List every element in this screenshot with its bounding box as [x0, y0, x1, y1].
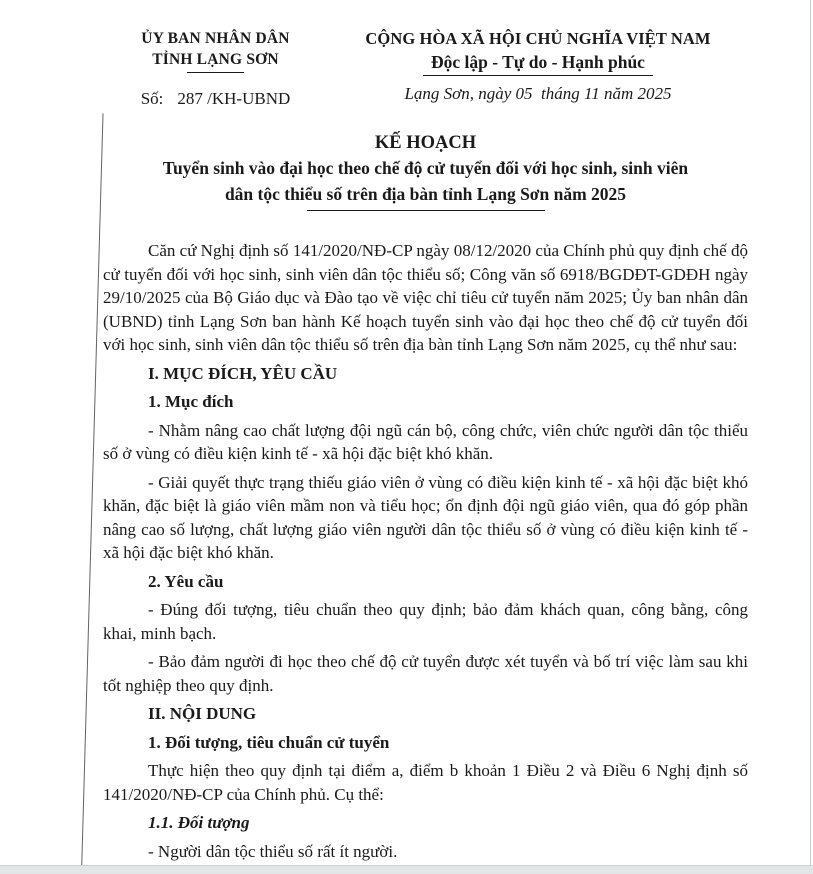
- doc-type-title: KẾ HOẠCH: [374, 133, 477, 153]
- paragraph: Thực hiện theo quy định tại điểm a, điểm b khoản 1 Điều 2 và Điều 6 Nghị định số 141/2020/NĐ-CP của Chính phủ. Cụ thể:: [103, 761, 748, 804]
- doc-number-line: [103, 88, 328, 110]
- issuer-name: ỦY BAN NHÂN DÂN: [141, 30, 290, 47]
- issuer-locality: TỈNH LẠNG SƠN: [152, 51, 279, 68]
- subsubsection-2-1-1-heading: 1.1. Đối tượng: [148, 813, 250, 832]
- document-content: [103, 0, 748, 868]
- doc-subject-line2: dân tộc thiểu số trên địa bàn tỉnh Lạng Sơn năm 2025: [224, 183, 627, 204]
- paragraph: - Bảo đảm người đi học theo chế độ cử tuyển được xét tuyển và bố trí việc làm sau khi tốt nghiệp theo quy định.: [103, 652, 748, 695]
- section-1-heading: I. MỤC ĐÍCH, YÊU CẦU: [148, 363, 338, 383]
- paragraph: - Người dân tộc thiểu số rất ít người.: [148, 841, 398, 861]
- scan-artifact-left-line: [81, 113, 104, 874]
- preamble-paragraph: Căn cứ Nghị định số 141/2020/NĐ-CP ngày 08/12/2020 của Chính phủ quy định chế độ cử tuyển đối với học sinh, sinh viên dân tộc thiểu số; Công văn số 6918/BGDĐT-GDĐH ngày 29/10/2025 của Bộ Giáo dục và Đào tạo về việc chỉ tiêu cử tuyển năm 2025; Ủy ban nhân dân (UBND) tỉnh Lạng Sơn ban hành Kế hoạch tuyển sinh vào đại học theo chế độ cử tuyển đối với học sinh, sinh viên dân tộc thiểu số trên địa bàn tỉnh Lạng Sơn năm 2025, cụ thể như sau:: [103, 241, 748, 354]
- subsection-2-1-heading: 1. Đối tượng, tiêu chuẩn cử tuyển: [148, 732, 390, 752]
- doc-number-label: Số:: [140, 89, 164, 108]
- paragraph: - Đúng đối tượng, tiêu chuẩn theo quy định; bảo đảm khách quan, công bằng, công khai, minh bạch.: [103, 600, 748, 643]
- paragraph: - Giải quyết thực trạng thiếu giáo viên ở vùng có điều kiện kinh tế - xã hội đặc biệt khó khăn, đặc biệt là giáo viên mầm non và tiểu học; ổn định đội ngũ giáo viên, qua đó góp phần nâng cao số lượng, chất lượng giáo viên người dân tộc thiểu số ở vùng có điều kiện kinh tế - xã hội đặc biệt khó khăn.: [103, 472, 748, 562]
- title-underline: [307, 210, 545, 211]
- subsection-1-2-heading: 2. Yêu cầu: [148, 571, 224, 591]
- document-body: [103, 239, 748, 863]
- issuer-block: [103, 28, 328, 110]
- title-block: [103, 131, 748, 211]
- section-2-heading: II. NỘI DUNG: [148, 704, 257, 723]
- subsection-1-1-heading: 1. Mục đích: [148, 392, 234, 411]
- doc-subject-line1: Tuyển sinh vào đại học theo chế độ cử tuyển đối với học sinh, sinh viên: [162, 158, 689, 178]
- issuer-underline: [187, 72, 244, 73]
- national-title: CỘNG HÒA XÃ HỘI CHỦ NGHĨA VIỆT NAM: [365, 29, 711, 48]
- national-block: [328, 28, 748, 110]
- document-header: [103, 0, 748, 110]
- paragraph: - Nhằm nâng cao chất lượng đội ngũ cán bộ, công chức, viên chức người dân tộc thiểu số ở vùng có điều kiện kinh tế - xã hội đặc biệt khó khăn.: [103, 420, 748, 463]
- dateline: Lạng Sơn, ngày 05 tháng 11 năm 2025: [404, 84, 672, 103]
- page-edge-right-line: [810, 0, 811, 874]
- national-motto: Độc lập - Tự do - Hạnh phúc: [423, 50, 653, 76]
- doc-number-value: 287 /KH-UBND: [177, 89, 291, 108]
